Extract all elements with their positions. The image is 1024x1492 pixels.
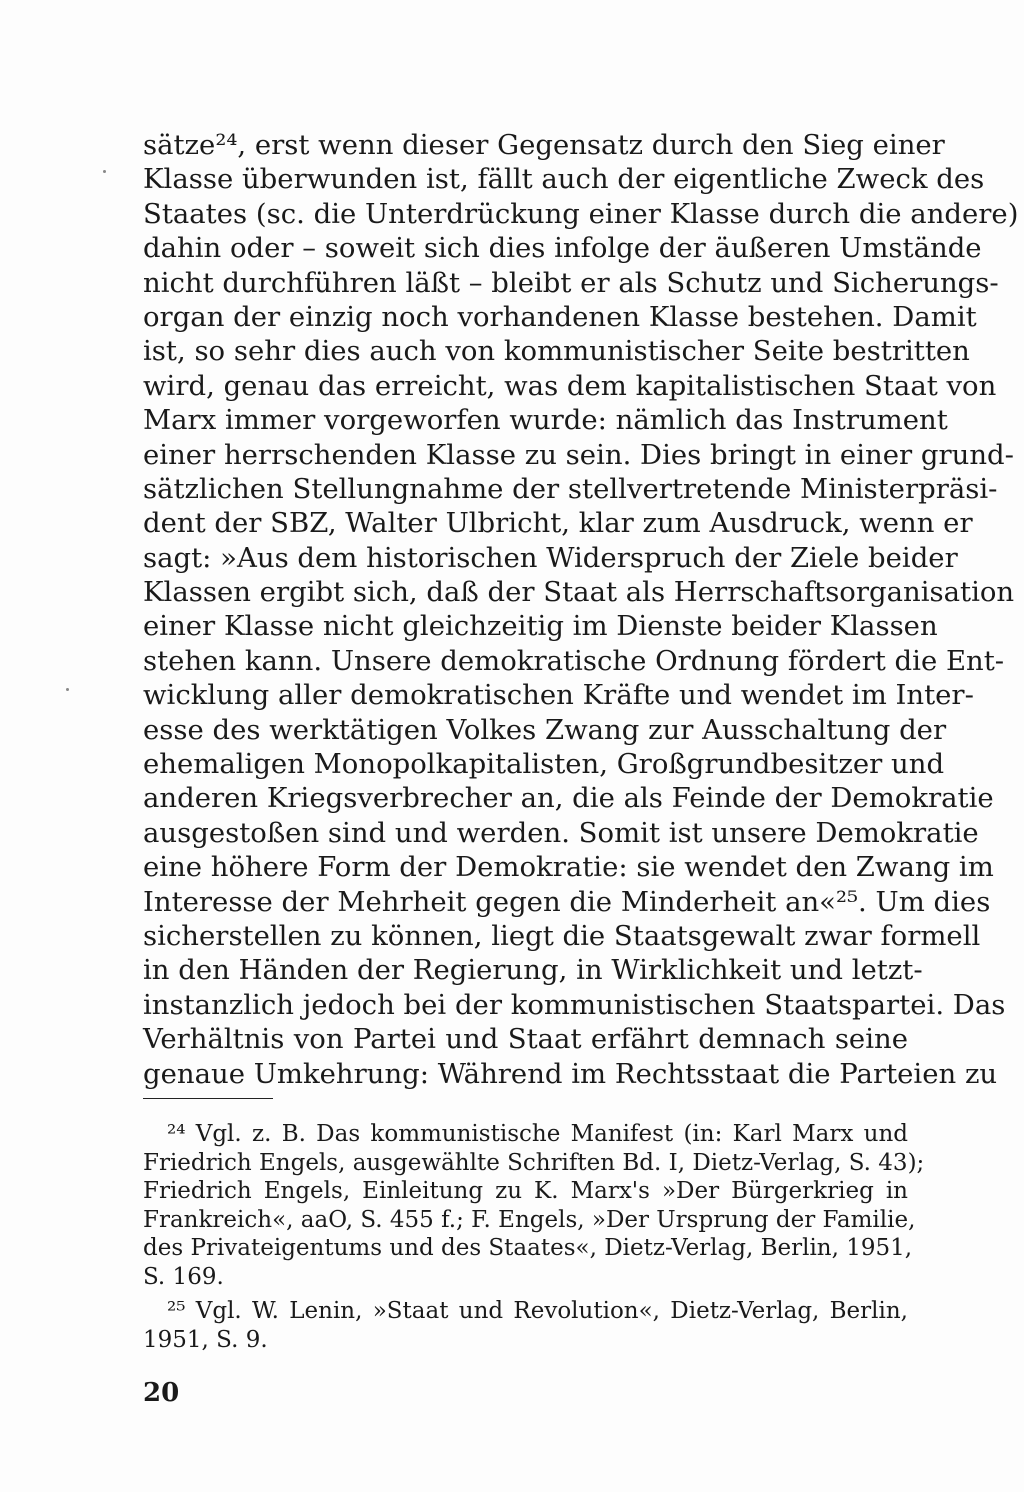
body-line: Verhältnis von Partei und Staat erfährt demnach seine (143, 1023, 908, 1056)
body-line: Marx immer vorgeworfen wurde: nämlich das Instrument (143, 404, 948, 437)
scan-speck (103, 170, 106, 173)
body-line: wicklung aller demokratischen Kräfte und wendet im Inter- (143, 679, 974, 712)
body-line: ehemaligen Monopolkapitalisten, Großgrundbesitzer und (143, 748, 945, 781)
body-line: ist, so sehr dies auch von kommunistischer Seite bestritten (143, 335, 970, 368)
footnote-line: 1951, S. 9. (143, 1326, 268, 1353)
footnote-line: Friedrich Engels, Einleitung zu K. Marx's »Der Bürgerkrieg in (143, 1178, 908, 1204)
body-text (143, 128, 1019, 1091)
body-line: eine höhere Form der Demokratie: sie wendet den Zwang im (143, 851, 994, 884)
body-line: Klassen ergibt sich, daß der Staat als Herrschaftsorganisation (143, 576, 1015, 609)
footnote-25 (143, 1297, 908, 1354)
body-line: genaue Umkehrung: Während im Rechtsstaat die Parteien zu (143, 1057, 998, 1090)
footnote-line: ²⁴ Vgl. z. B. Das kommunistische Manifest (in: Karl Marx und (167, 1121, 908, 1147)
body-line: in den Händen der Regierung, in Wirklichkeit und letzt- (143, 954, 923, 987)
body-line: Klasse überwunden ist, fällt auch der eigentliche Zweck des (143, 163, 985, 196)
body-line: stehen kann. Unsere demokratische Ordnung fördert die Ent- (143, 644, 1005, 677)
body-line: einer Klasse nicht gleichzeitig im Dienste beider Klassen (143, 610, 938, 643)
body-line: Staates (sc. die Unterdrückung einer Klasse durch die andere) (143, 197, 1019, 230)
footnote-line: ²⁵ Vgl. W. Lenin, »Staat und Revolution«, Dietz-Verlag, Berlin, (167, 1298, 908, 1324)
footnote-line: Frankreich«, aaO, S. 455 f.; F. Engels, »Der Ursprung der Familie, (143, 1206, 916, 1233)
body-line: sätze²⁴, erst wenn dieser Gegensatz durch den Sieg einer (143, 129, 945, 161)
footnotes (143, 1120, 925, 1360)
body-line: wird, genau das erreicht, was dem kapitalistischen Staat von (143, 369, 997, 402)
footnote-line: Friedrich Engels, ausgewählte Schriften Bd. I, Dietz-Verlag, S. 43); (143, 1149, 925, 1176)
body-line: einer herrschenden Klasse zu sein. Dies bringt in einer grund- (143, 438, 1014, 471)
footnote-line: S. 169. (143, 1263, 224, 1290)
body-line: sätzlichen Stellungnahme der stellvertretende Ministerpräsi- (143, 472, 998, 505)
body-line: anderen Kriegsverbrecher an, die als Feinde der Demokratie (143, 782, 994, 815)
body-line: dahin oder – soweit sich dies infolge der äußeren Umstände (143, 232, 982, 265)
body-line: organ der einzig noch vorhandenen Klasse bestehen. Damit (143, 300, 977, 333)
body-line: instanzlich jedoch bei der kommunistischen Staatspartei. Das (143, 988, 1006, 1021)
body-line: nicht durchführen läßt – bleibt er als Schutz und Sicherungs- (143, 266, 999, 299)
body-line: Interesse der Mehrheit gegen die Minderheit an«²⁵. Um dies (143, 885, 991, 918)
body-line: sagt: »Aus dem historischen Widerspruch der Ziele beider (143, 541, 958, 574)
footnote-24 (143, 1120, 925, 1291)
body-line: dent der SBZ, Walter Ulbricht, klar zum Ausdruck, wenn er (143, 507, 973, 540)
scan-speck (66, 688, 69, 691)
page-number: 20 (143, 1378, 180, 1408)
body-line: ausgestoßen sind und werden. Somit ist unsere Demokratie (143, 816, 979, 849)
footnote-line: des Privateigentums und des Staates«, Dietz-Verlag, Berlin, 1951, (143, 1235, 913, 1261)
body-line: esse des werktätigen Volkes Zwang zur Ausschaltung der (143, 713, 947, 746)
body-line: sicherstellen zu können, liegt die Staatsgewalt zwar formell (143, 919, 981, 952)
footnote-divider (143, 1098, 273, 1099)
